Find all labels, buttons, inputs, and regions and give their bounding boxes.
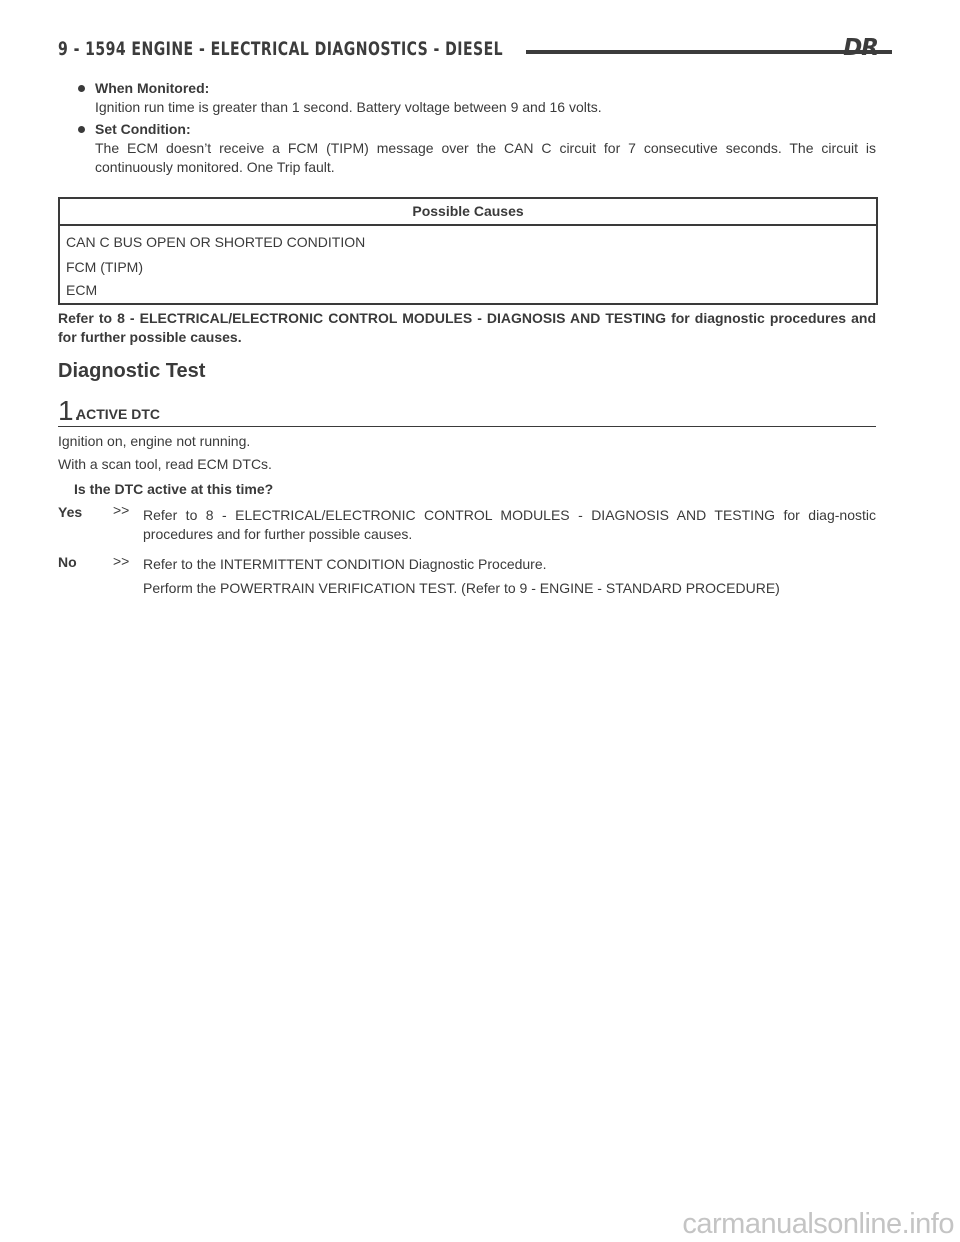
no-arrow-icon: >> xyxy=(113,553,130,569)
bullet-dot-icon xyxy=(78,85,85,92)
possible-causes-header: Possible Causes xyxy=(60,199,876,226)
when-monitored-text: Ignition run time is greater than 1 second. Battery voltage between 9 and 16 volts. xyxy=(95,99,602,115)
watermark-text: carmanualsonline.info xyxy=(682,1208,954,1240)
when-monitored-title: When Monitored: xyxy=(95,80,210,96)
yes-arrow-icon: >> xyxy=(113,502,130,518)
step-title: ACTIVE DTC xyxy=(76,406,160,422)
header-title: 9 - 1594 ENGINE - ELECTRICAL DIAGNOSTICS - DIESEL xyxy=(58,38,504,60)
header-model-code: DR xyxy=(843,35,878,61)
cause-item: ECM xyxy=(66,282,98,298)
step-number: 1. xyxy=(58,395,82,426)
section-title: Diagnostic Test xyxy=(58,360,206,382)
header-rule xyxy=(526,50,892,54)
refer-note: Refer to 8 - ELECTRICAL/ELECTRONIC CONTROL MODULES - DIAGNOSIS AND TESTING for diagnostic procedures and for further possible causes. xyxy=(58,310,876,345)
yes-answer-text: Refer to 8 - ELECTRICAL/ELECTRONIC CONTROL MODULES - DIAGNOSIS AND TESTING for diag-nostic procedures and for further possible causes. xyxy=(143,507,876,542)
no-label: No xyxy=(58,554,77,570)
possible-causes-table xyxy=(58,197,878,305)
step-instruction: Ignition on, engine not running. xyxy=(58,433,251,449)
set-condition-text: The ECM doesn’t receive a FCM (TIPM) message over the CAN C circuit for 7 consecutive seconds. The circuit is continuously monitored. One Trip fault. xyxy=(95,140,876,175)
step-instruction: With a scan tool, read ECM DTCs. xyxy=(58,456,272,472)
no-answer-text: Refer to the INTERMITTENT CONDITION Diagnostic Procedure. xyxy=(143,556,547,572)
cause-item: CAN C BUS OPEN OR SHORTED CONDITION xyxy=(66,234,366,250)
set-condition-title: Set Condition: xyxy=(95,121,191,137)
step-rule xyxy=(58,426,876,427)
cause-item: FCM (TIPM) xyxy=(66,259,143,275)
step-question: Is the DTC active at this time? xyxy=(74,481,274,497)
page-header xyxy=(58,35,878,68)
bullet-dot-icon xyxy=(78,126,85,133)
no-answer-text-2: Perform the POWERTRAIN VERIFICATION TEST. (Refer to 9 - ENGINE - STANDARD PROCEDURE) xyxy=(143,580,780,596)
yes-label: Yes xyxy=(58,504,83,520)
